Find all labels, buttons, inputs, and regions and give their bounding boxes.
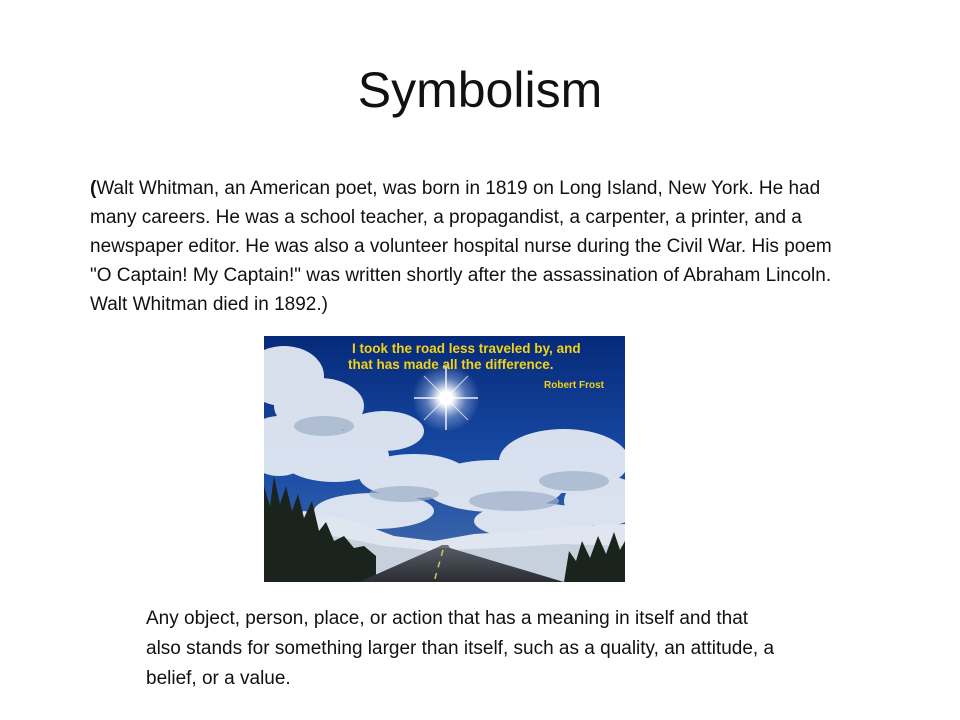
symbolism-definition: Any object, person, place, or action that has a meaning in itself and that also stands for something larger than itself, such as a quality, an attitude, a belief, or a value. [146, 608, 775, 689]
sky-road-image [264, 336, 625, 582]
quote-line-1: I took the road less traveled by, and [352, 341, 581, 356]
quote-line-2: that has made all the difference. [348, 357, 554, 372]
sun [412, 364, 480, 432]
bio-paragraph [90, 174, 850, 319]
bio-text: Walt Whitman, an American poet, was born in 1819 on Long Island, New York. He had many careers. He was a school teacher, a propagandist, a carpenter, a printer, and a newspaper editor. He was also a volunteer hospital nurse during the Civil War. His poem "O Captain! My Captain!" was written shortly after the assassination of Abraham Lincoln. Walt Whitman died in 1892.) [90, 178, 832, 315]
quote-photo [264, 336, 625, 582]
slide-title: Symbolism [357, 62, 603, 118]
quote-author: Robert Frost [544, 380, 604, 391]
bio-open-paren: ( [90, 178, 97, 199]
